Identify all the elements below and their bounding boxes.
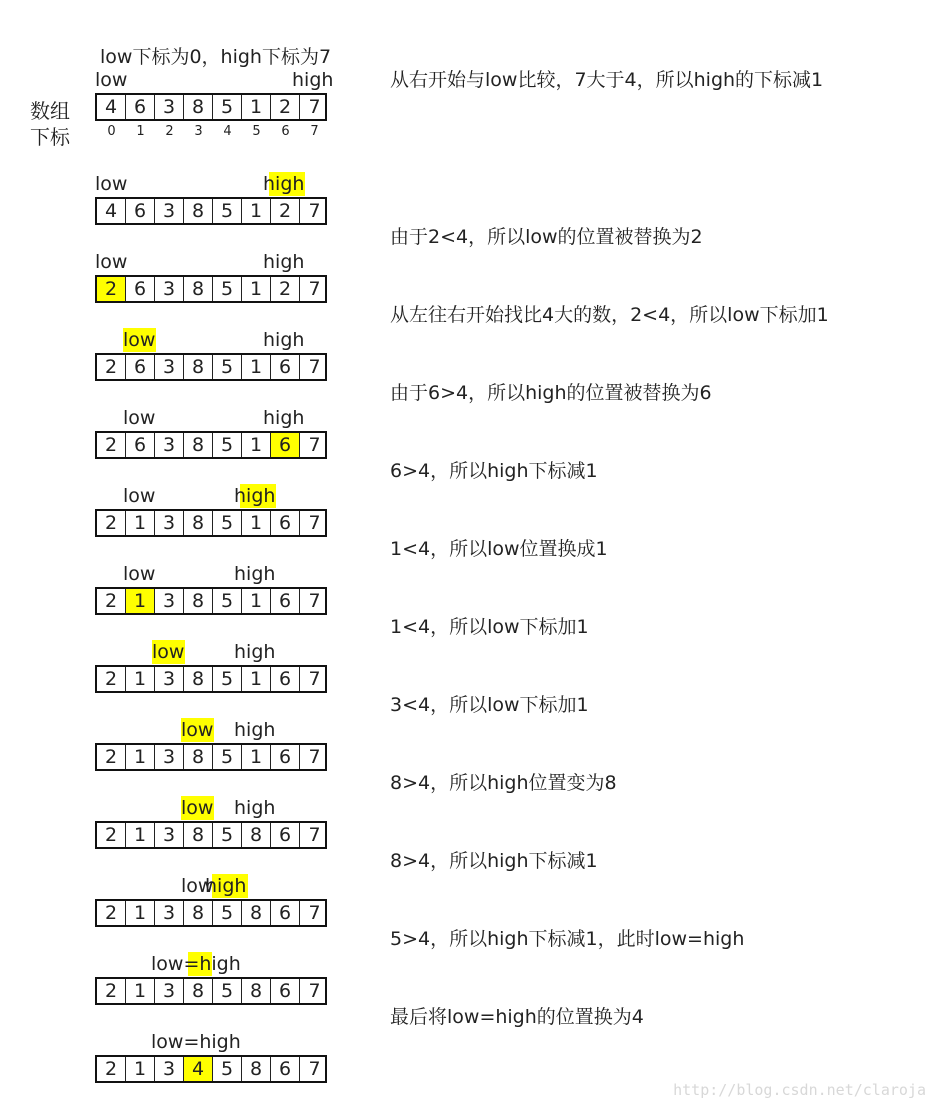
step-note: 最后将low=high的位置换为4 [390, 1006, 644, 1028]
array-row [95, 353, 327, 381]
array-row [95, 821, 327, 849]
array-cell: 8 [242, 979, 271, 1003]
array-row [95, 93, 327, 121]
pointer-label-high: high [234, 797, 276, 819]
array-cell: 8 [242, 823, 271, 847]
array-cell: 6 [271, 1057, 300, 1081]
array-cell: 1 [126, 901, 155, 925]
array-cell: 2 [97, 823, 126, 847]
side-label-array: 数组 [30, 99, 70, 123]
array-cell: 6 [271, 667, 300, 691]
array-cell: 7 [308, 434, 321, 456]
array-cell: 5 [213, 511, 242, 535]
pointer-label-low: low [123, 329, 156, 351]
array-cell: 1 [242, 589, 271, 613]
pointer-label-low: low [123, 485, 156, 507]
pointer-label-high: high [234, 719, 276, 741]
array-cell: 1 [242, 355, 271, 379]
pointer-label-high: high [263, 251, 305, 273]
array-cell: 6 [126, 355, 155, 379]
array-cell: 2 [97, 355, 126, 379]
array-cell: 2 [97, 589, 126, 613]
array-cell: 7 [308, 668, 321, 690]
pointer-label-low: low [95, 173, 128, 195]
pointer-label-high: high [234, 641, 276, 663]
pointer-label-low: low [123, 407, 156, 429]
array-cell: 8 [184, 979, 213, 1003]
index-label: 6 [281, 124, 290, 139]
array-cell: 5 [213, 355, 242, 379]
array-row [95, 743, 327, 771]
array-row [95, 899, 327, 927]
array-cell: 1 [242, 199, 271, 223]
index-label: 7 [310, 124, 319, 139]
pointer-label-low: low [95, 251, 128, 273]
array-row [95, 509, 327, 537]
pointer-label-low: low [181, 875, 214, 897]
array-cell: 5 [213, 667, 242, 691]
array-cell: 7 [308, 356, 321, 378]
pointer-label-low: low=high [151, 1031, 241, 1053]
array-cell: 6 [271, 901, 300, 925]
array-cell: 6 [271, 979, 300, 1003]
array-cell: 6 [126, 277, 155, 301]
pointer-label-low: low [123, 563, 156, 585]
index-label: 0 [107, 124, 116, 139]
array-cell: 5 [213, 979, 242, 1003]
array-cell: 2 [271, 199, 300, 223]
array-cell: 7 [308, 746, 321, 768]
watermark: http://blog.csdn.net/claroja [673, 1081, 926, 1099]
array-cell: 8 [184, 355, 213, 379]
pointer-label-low: low [152, 641, 185, 663]
array-cell: 8 [242, 901, 271, 925]
array-cell: 7 [308, 96, 321, 118]
pointer-label-high: high [263, 329, 305, 351]
array-cell: 8 [184, 667, 213, 691]
array-cell: 2 [271, 277, 300, 301]
pointer-label-low: low [181, 719, 214, 741]
array-cell: 8 [184, 589, 213, 613]
array-cell: 1 [242, 511, 271, 535]
pointer-label-high: high [263, 173, 305, 195]
array-cell: 5 [213, 199, 242, 223]
array-cell: 7 [308, 980, 321, 1002]
array-cell: 8 [184, 277, 213, 301]
array-cell: 3 [155, 355, 184, 379]
array-cell: 5 [213, 433, 242, 457]
array-cell: 3 [155, 1057, 184, 1081]
array-cell: 1 [242, 95, 271, 119]
index-label: 5 [252, 124, 261, 139]
array-cell: 8 [184, 95, 213, 119]
array-cell: 5 [213, 823, 242, 847]
array-cell: 6 [271, 745, 300, 769]
array-cell: 3 [155, 823, 184, 847]
index-label: 1 [136, 124, 145, 139]
array-cell: 5 [213, 745, 242, 769]
index-label: 2 [165, 124, 174, 139]
array-cell: 3 [155, 979, 184, 1003]
array-row [95, 197, 327, 225]
step-note: 1<4，所以low位置换成1 [390, 538, 608, 560]
pointer-label-high: high [234, 563, 276, 585]
array-cell: 6 [126, 433, 155, 457]
step-note: 由于2<4，所以low的位置被替换为2 [390, 226, 703, 248]
array-cell: 3 [155, 667, 184, 691]
index-label: 3 [194, 124, 203, 139]
array-cell: 2 [97, 667, 126, 691]
array-cell: 7 [308, 512, 321, 534]
array-cell: 7 [308, 590, 321, 612]
array-cell: 2 [97, 1057, 126, 1081]
array-row [95, 431, 327, 459]
array-cell: 1 [126, 589, 155, 613]
array-cell: 7 [308, 1058, 321, 1080]
array-cell: 2 [97, 979, 126, 1003]
array-cell: 2 [271, 95, 300, 119]
array-cell: 8 [184, 511, 213, 535]
array-cell: 7 [308, 200, 321, 222]
array-cell: 2 [97, 433, 126, 457]
pointer-label-low: low [95, 69, 128, 91]
array-cell: 3 [155, 901, 184, 925]
array-cell: 1 [126, 1057, 155, 1081]
array-cell: 4 [97, 199, 126, 223]
array-cell: 6 [126, 199, 155, 223]
array-cell: 5 [213, 95, 242, 119]
step-note: 8>4，所以high下标减1 [390, 850, 598, 872]
step-note: 3<4，所以low下标加1 [390, 694, 589, 716]
array-cell: 6 [126, 95, 155, 119]
pointer-label-high: high [292, 69, 334, 91]
array-cell: 5 [213, 1057, 242, 1081]
array-cell: 3 [155, 589, 184, 613]
array-cell: 5 [213, 277, 242, 301]
array-cell: 1 [242, 667, 271, 691]
array-cell: 4 [184, 1057, 213, 1081]
array-row [95, 977, 327, 1005]
pointer-label-high: high [234, 485, 276, 507]
array-cell: 1 [126, 823, 155, 847]
array-cell: 1 [126, 667, 155, 691]
array-cell: 5 [213, 589, 242, 613]
array-cell: 6 [271, 511, 300, 535]
array-cell: 8 [184, 823, 213, 847]
array-cell: 8 [184, 199, 213, 223]
array-cell: 3 [155, 95, 184, 119]
array-cell: 6 [271, 355, 300, 379]
array-cell: 1 [126, 979, 155, 1003]
array-cell: 3 [155, 277, 184, 301]
array-cell: 1 [126, 745, 155, 769]
array-cell: 7 [308, 902, 321, 924]
array-cell: 8 [242, 1057, 271, 1081]
step-note: 8>4，所以high位置变为8 [390, 772, 617, 794]
array-cell: 5 [213, 901, 242, 925]
diagram-header: low下标为0，high下标为7 [100, 46, 332, 68]
array-row [95, 275, 327, 303]
array-cell: 8 [184, 433, 213, 457]
array-cell: 4 [97, 95, 126, 119]
array-cell: 2 [97, 277, 126, 301]
step-note: 5>4，所以high下标减1，此时low=high [390, 928, 745, 950]
array-cell: 1 [242, 277, 271, 301]
step-note: 从右开始与low比较，7大于4，所以high的下标减1 [390, 69, 824, 91]
array-row [95, 587, 327, 615]
array-cell: 8 [184, 745, 213, 769]
array-row [95, 665, 327, 693]
array-cell: 2 [97, 745, 126, 769]
array-cell: 6 [271, 433, 300, 457]
array-cell: 2 [97, 901, 126, 925]
array-cell: 7 [308, 824, 321, 846]
array-cell: 6 [271, 823, 300, 847]
pointer-label-high: high [263, 407, 305, 429]
step-note: 从左往右开始找比4大的数，2<4，所以low下标加1 [390, 304, 829, 326]
array-cell: 1 [242, 433, 271, 457]
array-cell: 1 [126, 511, 155, 535]
array-cell: 3 [155, 433, 184, 457]
array-cell: 1 [242, 745, 271, 769]
pointer-label-low: low [181, 797, 214, 819]
pointer-label-low: low=high [151, 953, 241, 975]
step-note: 由于6>4，所以high的位置被替换为6 [390, 382, 712, 404]
pointer-label-high: high [205, 875, 247, 897]
array-cell: 3 [155, 199, 184, 223]
index-label: 4 [223, 124, 232, 139]
array-cell: 6 [271, 589, 300, 613]
array-row [95, 1055, 327, 1083]
side-label-index: 下标 [30, 125, 70, 149]
array-cell: 2 [97, 511, 126, 535]
step-note: 6>4，所以high下标减1 [390, 460, 598, 482]
array-cell: 7 [308, 278, 321, 300]
array-cell: 3 [155, 511, 184, 535]
step-note: 1<4，所以low下标加1 [390, 616, 589, 638]
array-cell: 3 [155, 745, 184, 769]
array-cell: 8 [184, 901, 213, 925]
